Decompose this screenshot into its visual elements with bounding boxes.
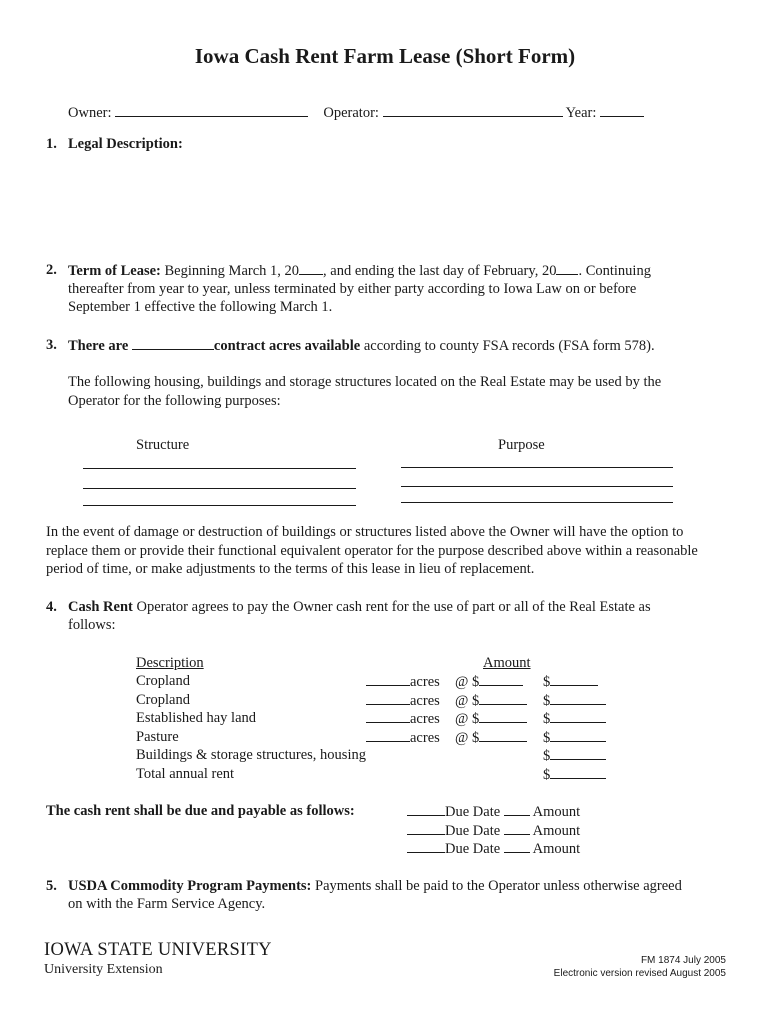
dollar-label: $ [543, 730, 551, 746]
term-of-lease-line1 [68, 262, 651, 280]
usda-payments-text: Payments shall be paid to the Operator unless otherwise agreed [315, 878, 682, 894]
purpose-column-header: Purpose [498, 437, 545, 453]
section-5-number: 5. [46, 878, 57, 894]
due-date-label: Due Date [445, 841, 501, 857]
amount-header: Amount [483, 655, 531, 671]
term-of-lease-label: Term of Lease: [68, 263, 161, 279]
acres-label: acres [410, 730, 440, 746]
owner-label: Owner: [68, 105, 112, 121]
legal-description-label: Legal Description: [68, 136, 183, 152]
amount-field[interactable] [550, 747, 606, 760]
document-title: Iowa Cash Rent Farm Lease (Short Form) [194, 44, 576, 68]
rate-label: @ $ [455, 711, 480, 727]
usda-payments-line1 [68, 878, 682, 895]
payment-amount-field[interactable] [504, 840, 530, 853]
acres-label: acres [410, 693, 440, 709]
acres-field[interactable] [366, 729, 410, 742]
dollar-label: $ [543, 693, 551, 709]
section-2-number: 2. [46, 262, 57, 278]
cash-rent-line2: follows: [68, 617, 116, 633]
due-date-label: Due Date [445, 823, 501, 839]
rent-row-acres [366, 729, 440, 747]
isu-logo-text: IOWA STATE UNIVERSITY [44, 940, 272, 960]
damage-line1: In the event of damage or destruction of buildings or structures listed above the Owner will have the option to [46, 524, 684, 540]
contract-acres-line [68, 337, 655, 355]
legal-description-field[interactable] [68, 160, 708, 250]
rate-label: @ $ [455, 693, 480, 709]
structure-column-header: Structure [136, 437, 190, 453]
dollar-label: $ [543, 674, 551, 690]
rent-row-amount [543, 692, 606, 710]
amount-field[interactable] [550, 673, 598, 686]
purpose-line-1[interactable] [401, 467, 673, 468]
payment-amount-label: Amount [532, 804, 581, 820]
rent-row-rate [455, 729, 527, 747]
rent-row-desc: Cropland [136, 692, 190, 708]
contract-acres-field[interactable] [132, 337, 214, 350]
payment-amount-field[interactable] [504, 822, 530, 835]
structure-line-1[interactable] [83, 468, 356, 469]
due-date-field[interactable] [407, 840, 445, 853]
operator-field[interactable] [383, 104, 563, 117]
due-date-field[interactable] [407, 822, 445, 835]
rent-row-rate [455, 692, 527, 710]
payment-row [407, 803, 580, 821]
due-date-label: Due Date [445, 804, 501, 820]
purpose-line-2[interactable] [401, 486, 673, 487]
year-label: Year: [565, 105, 597, 121]
damage-line3: period of time, or make adjustments to the terms of this lease in lieu of replacement. [46, 561, 535, 577]
structure-line-2[interactable] [83, 488, 356, 489]
rate-field[interactable] [479, 710, 527, 723]
damage-line2: replace them or provide their functional equivalent operator for the purpose described above within a reasonable [46, 543, 698, 559]
dollar-label: $ [543, 748, 551, 764]
cash-rent-line1 [68, 599, 651, 616]
due-date-field[interactable] [407, 803, 445, 816]
rate-label: @ $ [455, 730, 480, 746]
section-4-number: 4. [46, 599, 57, 615]
term-continuing-text: . Continuing [578, 263, 651, 279]
rent-row-rate [455, 673, 523, 691]
term-begin-text: Beginning March 1, 20 [164, 263, 300, 279]
rent-row-amount [543, 710, 606, 728]
amount-field[interactable] [550, 729, 606, 742]
contract-acres-label: contract acres available [213, 338, 361, 354]
rate-label: @ $ [455, 674, 480, 690]
payment-row [407, 822, 580, 840]
dollar-label: $ [543, 767, 551, 783]
cash-rent-label: Cash Rent [68, 599, 133, 615]
structures-intro-line1: The following housing, buildings and storage structures located on the Real Estate may be used by the [68, 374, 662, 390]
acres-label: acres [410, 674, 440, 690]
structure-line-3[interactable] [83, 505, 356, 506]
term-begin-year-field[interactable] [299, 262, 323, 275]
section-1-number: 1. [46, 136, 57, 152]
payment-amount-label: Amount [532, 823, 581, 839]
total-rent-field[interactable] [550, 766, 606, 779]
isu-extension-text: University Extension [44, 962, 163, 977]
form-number: FM 1874 July 2005 [640, 955, 726, 966]
payment-amount-label: Amount [532, 841, 581, 857]
section-3-number: 3. [46, 337, 57, 353]
term-end-text: , and ending the last day of February, 20 [323, 263, 557, 279]
cash-rent-text: Operator agrees to pay the Owner cash rent for the use of part or all of the Real Estate as [136, 599, 651, 615]
year-field[interactable] [600, 104, 644, 117]
dollar-label: $ [543, 711, 551, 727]
rate-field[interactable] [479, 692, 527, 705]
usda-payments-label: USDA Commodity Program Payments: [68, 878, 312, 894]
payable-label: The cash rent shall be due and payable as follows: [46, 803, 355, 819]
rent-row-acres [366, 673, 440, 691]
rent-row-desc: Established hay land [136, 710, 257, 726]
acres-field[interactable] [366, 710, 410, 723]
rent-row-acres [366, 710, 440, 728]
rent-row-desc: Pasture [136, 729, 179, 745]
rent-row-amount [543, 673, 598, 691]
rent-row-desc: Total annual rent [136, 766, 235, 782]
amount-field[interactable] [550, 710, 606, 723]
purpose-line-3[interactable] [401, 502, 673, 503]
rate-field[interactable] [479, 673, 523, 686]
rent-row-desc: Buildings & storage structures, housing [136, 747, 366, 763]
rent-row-amount [543, 729, 606, 747]
rent-row-amount [543, 766, 606, 784]
owner-field[interactable] [115, 104, 308, 117]
rent-row-amount [543, 747, 606, 765]
fsa-records-text: according to county FSA records (FSA form 578). [363, 338, 655, 354]
rent-row-rate [455, 710, 527, 728]
revision-note: Electronic version revised August 2005 [553, 968, 726, 979]
amount-field[interactable] [550, 692, 606, 705]
acres-field[interactable] [366, 692, 410, 705]
structures-intro-line2: Operator for the following purposes: [68, 393, 281, 409]
rate-field[interactable] [479, 729, 527, 742]
there-are-label: There are [68, 338, 129, 354]
description-header: Description [136, 655, 204, 671]
acres-field[interactable] [366, 673, 410, 686]
payment-amount-field[interactable] [504, 803, 530, 816]
usda-payments-line2: on with the Farm Service Agency. [68, 896, 266, 912]
rent-row-desc: Cropland [136, 673, 190, 689]
term-of-lease-line3: September 1 effective the following March 1. [68, 299, 333, 315]
acres-label: acres [410, 711, 440, 727]
rent-row-acres [366, 692, 440, 710]
payment-row [407, 840, 580, 858]
operator-label: Operator: [323, 105, 379, 121]
term-of-lease-line2: thereafter from year to year, unless terminated by either party according to Iowa Law on or before [68, 281, 637, 297]
term-end-year-field[interactable] [556, 262, 578, 275]
owner-row [68, 104, 644, 122]
